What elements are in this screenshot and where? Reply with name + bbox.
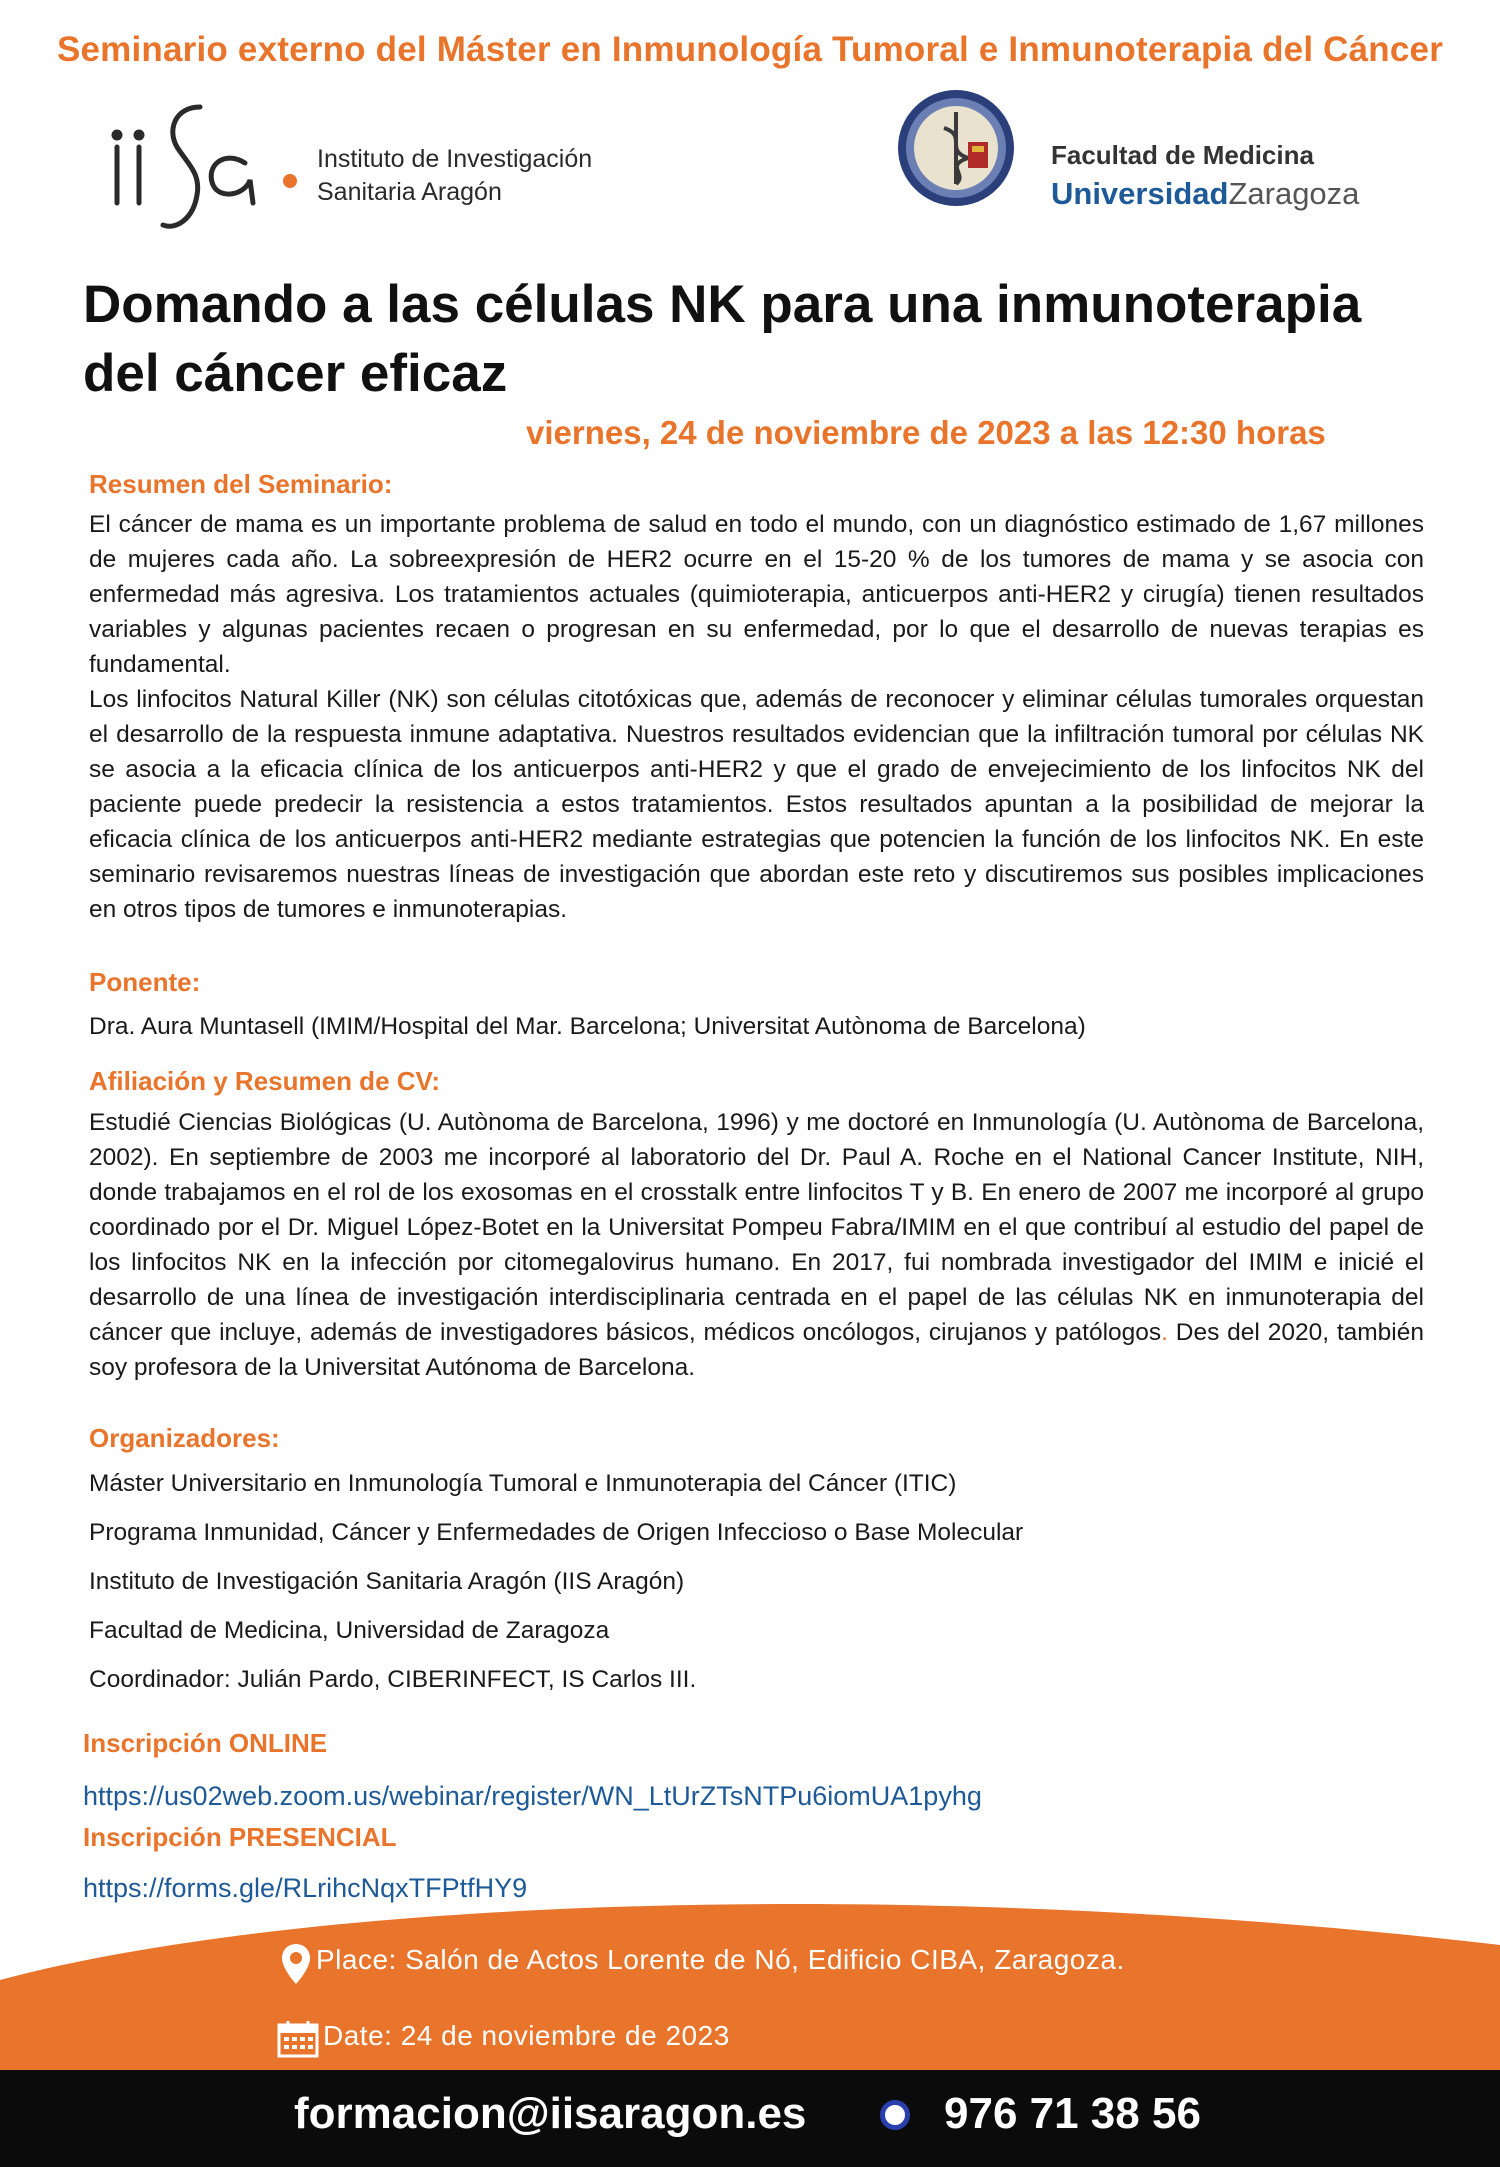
faculty-name: Facultad de Medicina [1051, 140, 1314, 170]
online-registration-link[interactable]: https://us02web.zoom.us/webinar/register/WN_LtUrZTsNTPu6iomUA1pyhg [83, 1781, 982, 1811]
cv-heading: Afiliación y Resumen de CV: [89, 1066, 441, 1096]
speaker-name: Dra. Aura Muntasell (IMIM/Hospital del Mar. Barcelona; Universitat Autònoma de Barcelona) [89, 1013, 1086, 1040]
cv-text [89, 1105, 1424, 1385]
location-pin-icon [280, 1942, 312, 1986]
header-title: Seminario externo del Máster en Inmunología Tumoral e Inmunoterapia del Cáncer [56, 30, 1444, 69]
organizer-item: Coordinador: Julián Pardo, CIBERINFECT, IS Carlos III. [89, 1666, 697, 1693]
iis-name [317, 143, 592, 209]
seminar-title [83, 270, 1443, 408]
footer-orange-wave [0, 1890, 1500, 2070]
organizer-item: Instituto de Investigación Sanitaria Aragón (IIS Aragón) [89, 1568, 685, 1595]
city-label: Zaragoza [1228, 176, 1360, 211]
university-name [1051, 176, 1359, 212]
seminar-title-line1: Domando a las células NK para una inmunoterapia [83, 275, 1362, 334]
summary-paragraph-1: El cáncer de mama es un importante problema de salud en todo el mundo, con un diagnóstico estimado de 1,67 millones de mujeres cada año. La sobreexpresión de HER2 ocurre en el 15-20 % de los tumores de mama y se asocia con enfermedad más agresiva. Los tratamientos actuales (quimioterapia, anticuerpos anti-HER2 y cirugía) tienen resultados variables y algunas pacientes recaen o progresan en su enfermedad, por lo que el desarrollo de nuevas terapias es fundamental. [89, 511, 1424, 678]
seminar-title-line2: del cáncer eficaz [83, 344, 508, 403]
calendar-icon [277, 2020, 319, 2058]
cv-text-b: Des del 2020, también soy profesora de la Universitat Autónoma de Barcelona. [89, 1319, 1424, 1381]
iis-name-line2: Sanitaria Aragón [317, 178, 502, 206]
summary-text [89, 507, 1424, 927]
online-registration-heading: Inscripción ONLINE [83, 1728, 328, 1758]
footer-date: Date: 24 de noviembre de 2023 [323, 2020, 730, 2051]
contact-email[interactable]: formacion@iisaragon.es [294, 2089, 807, 2138]
organizer-item: Facultad de Medicina, Universidad de Zaragoza [89, 1617, 610, 1644]
organizers-heading: Organizadores: [89, 1423, 280, 1453]
inperson-registration-heading: Inscripción PRESENCIAL [83, 1822, 397, 1852]
university-seal-icon [896, 88, 1016, 208]
dot-icon [880, 2100, 910, 2130]
organizer-item: Máster Universitario en Inmunología Tumoral e Inmunoterapia del Cáncer (ITIC) [89, 1470, 957, 1497]
university-label: Universidad [1051, 176, 1229, 211]
footer-place: Place: Salón de Actos Lorente de Nó, Edificio CIBA, Zaragoza. [316, 1944, 1125, 1975]
summary-paragraph-2: Los linfocitos Natural Killer (NK) son células citotóxicas que, además de reconocer y eliminar células tumorales orquestan el desarrollo de la respuesta inmune adaptativa. Nuestros resultados evidencian que la infiltración tumoral por células NK se asocia a la eficacia clínica de los anticuerpos anti-HER2 y que el grado de envejecimiento de los linfocitos NK del paciente puede predecir la resistencia a estos tratamientos. Estos resultados apuntan a la posibilidad de mejorar la eficacia clínica de los anticuerpos anti-HER2 mediante estrategias que potencien la función de los linfocitos NK. En este seminario revisaremos nuestras líneas de investigación que abordan este reto y discutiremos sus posibles implicaciones en otros tipos de tumores e inmunoterapias. [89, 686, 1424, 923]
contact-phone[interactable]: 976 71 38 56 [944, 2089, 1201, 2138]
cv-text-dot: . [1161, 1319, 1168, 1346]
iis-orange-dot [283, 174, 297, 188]
speaker-heading: Ponente: [89, 967, 201, 997]
inperson-registration-link[interactable]: https://forms.gle/RLrihcNqxTFPtfHY9 [83, 1873, 528, 1903]
seminar-datetime: viernes, 24 de noviembre de 2023 a las 12:30 horas [526, 414, 1326, 451]
iis-name-line1: Instituto de Investigación [317, 145, 593, 173]
cv-text-a: Estudié Ciencias Biológicas (U. Autònoma de Barcelona, 1996) y me doctoré en Inmunología (U. Autònoma de Barcelona, 2002). En septiembre de 2003 me incorporé al laboratorio del Dr. Paul A. Roche en el National Cancer Institute, NIH, donde trabajamos en el rol de los exosomas en el crosstalk entre linfocitos T y B. En enero de 2007 me incorporé al grupo coordinado por el Dr. Miguel López-Botet en la Universitat Pompeu Fabra/IMIM en el que contribuí al estudio del papel de los linfocitos NK en la infección por citomegalovirus humano. En 2017, fui nombrada investigador del IMIM e inicié el desarrollo de una línea de investigación interdisciplinaria centrada en el papel de las células NK en inmunoterapia del cáncer que incluye, además de investigadores básicos, médicos oncólogos, cirujanos y patólogos [89, 1109, 1424, 1346]
iis-mark [114, 107, 253, 226]
summary-heading: Resumen del Seminario: [89, 469, 393, 499]
organizer-item: Programa Inmunidad, Cáncer y Enfermedades de Origen Infeccioso o Base Molecular [89, 1519, 1024, 1546]
